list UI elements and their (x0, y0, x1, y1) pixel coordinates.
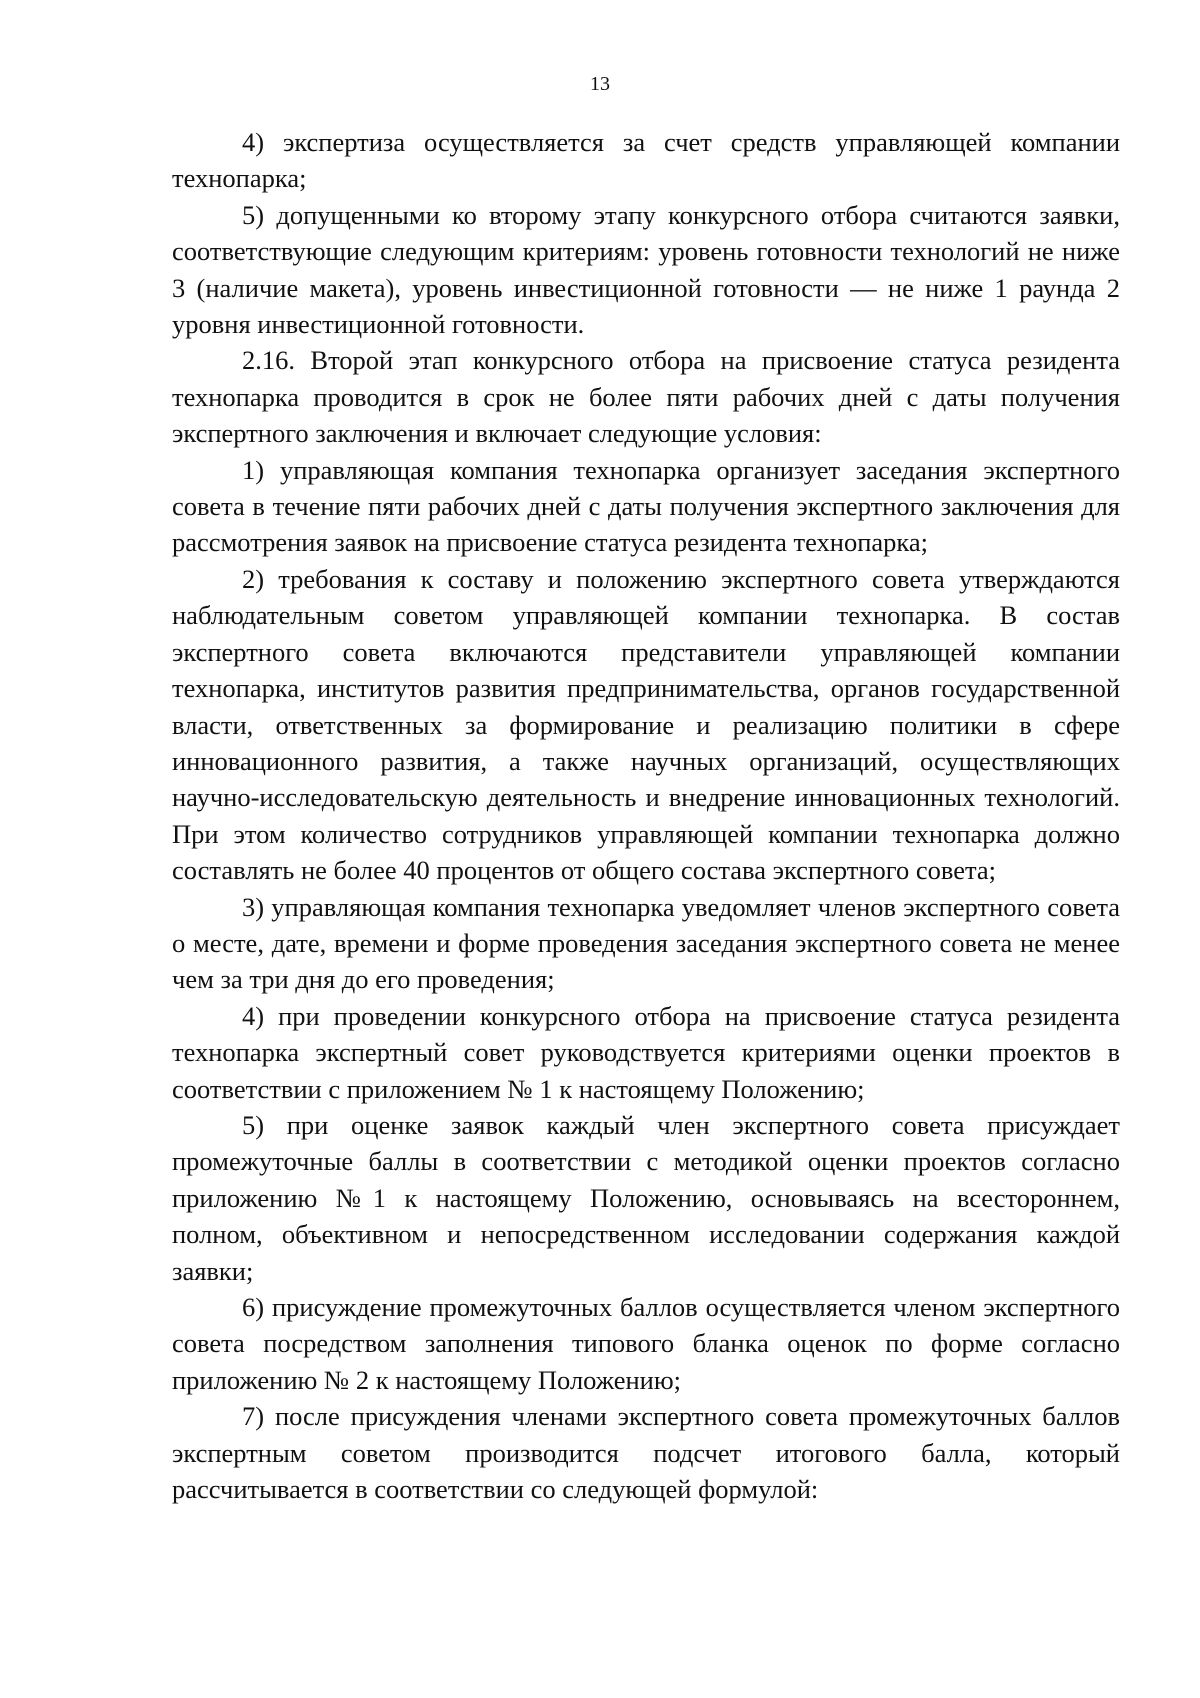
page-number: 13 (590, 73, 610, 95)
paragraph-item-7-final-score: 7) после присуждения членами экспертного совета промежуточных баллов экспертным советом производится подсчет итогового балла, который рассчитывается в соответствии со следующей формулой: (172, 1401, 1120, 1505)
paragraph-item-4-expertise: 4) экспертиза осуществляется за счет средств управляющей компании технопарка; (172, 127, 1120, 194)
paragraph-section-2-16: 2.16. Второй этап конкурсного отбора на присвоение статуса резидента технопарка проводится в срок не более пяти рабочих дней с даты получения экспертного заключения и включает следующие условия: (172, 345, 1120, 449)
paragraph-item-4-criteria: 4) при проведении конкурсного отбора на присвоение статуса резидента технопарка экспертный совет руководствуется критериями оценки проектов в соответствии с приложением № 1 к настоящему Положению; (172, 1000, 1120, 1104)
paragraph-item-2-council-composition: 2) требования к составу и положению экспертного совета утверждаются наблюдательным советом управляющей компании технопарка. В состав экспертного совета включаются представители управляющей компании технопарка, институтов развития предпринимательства, органов государственной власти, ответственных за формирование и реализацию политики в сфере инновационного развития, а также научных организаций, осуществляющих научно-исследовательскую деятельность и внедрение инновационных технологий. При этом количество сотрудников управляющей компании технопарка должно составлять не более 40 процентов от общего состава экспертного совета; (172, 563, 1120, 886)
paragraph-item-3-notification: 3) управляющая компания технопарка уведомляет членов экспертного совета о месте, дате, времени и форме проведения заседания экспертного совета не менее чем за три дня до его проведения; (172, 891, 1120, 995)
paragraph-item-5-scoring: 5) при оценке заявок каждый член экспертного совета присуждает промежуточные баллы в соответствии с методикой оценки проектов согласно приложению №1 к настоящему Положению, основываясь на всестороннем, полном, объективном и непосредственном исследовании содержания каждой заявки; (172, 1109, 1120, 1286)
paragraph-item-5-admission-criteria: 5) допущенными ко второму этапу конкурсного отбора считаются заявки, соответствующие следующим критериям: уровень готовности технологий не ниже 3 (наличие макета), уровень инвестиционной готовности — не ниже 1 раунда 2 уровня инвестиционной готовности. (172, 199, 1120, 340)
paragraph-item-6-score-form: 6) присуждение промежуточных баллов осуществляется членом экспертного совета посредством заполнения типового бланка оценок по форме согласно приложению № 2 к настоящему Положению; (172, 1292, 1120, 1395)
document-body (172, 124, 1120, 1507)
paragraph-item-1-meetings: 1) управляющая компания технопарка организует заседания экспертного совета в течение пяти рабочих дней с даты получения экспертного заключения для рассмотрения заявок на присвоение статуса резидента технопарка; (172, 454, 1120, 558)
